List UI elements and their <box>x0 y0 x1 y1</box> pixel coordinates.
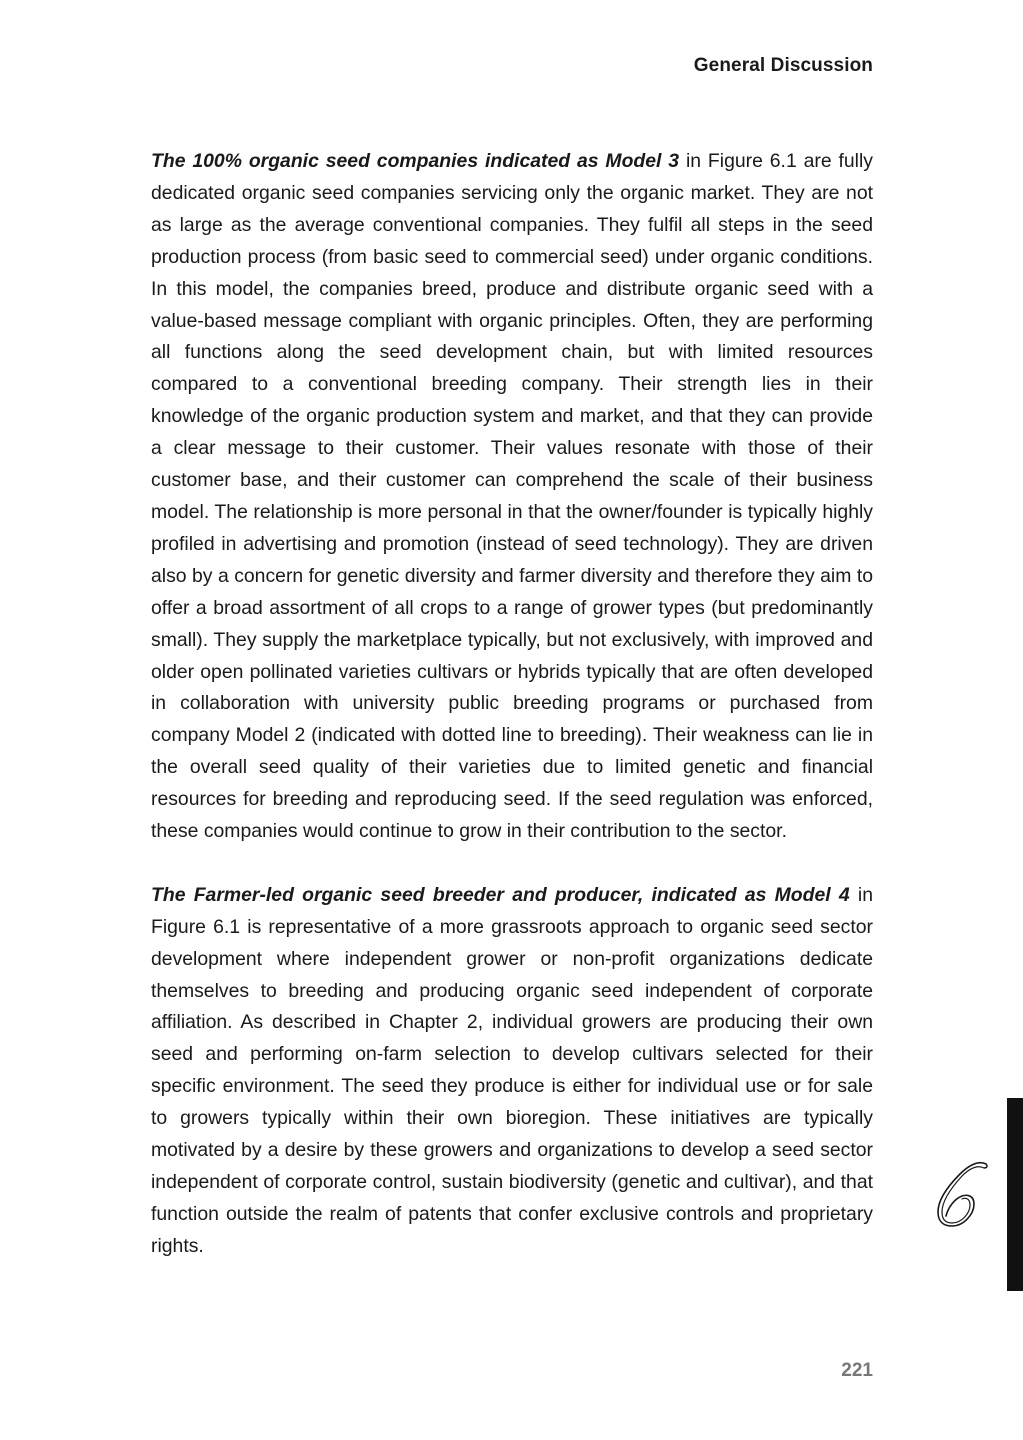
paragraph-lead-model-3: The 100% organic seed companies indicated as Model 3 <box>151 150 680 172</box>
paragraph-model-3 <box>151 146 873 848</box>
chapter-tab-marker <box>1007 1098 1023 1291</box>
running-header: General Discussion <box>693 55 873 76</box>
paragraph-body-model-4: in Figure 6.1 is representative of a more grassroots approach to organic seed sector development where independent grower or non-profit organizations dedicate themselves to breeding and producing organic seed independent of corporate affiliation. As described in Chapter 2, individual growers are producing their own seed and performing on-farm selection to develop cultivars selected for their specific environment. The seed they produce is either for individual use or for sale to growers typically within their own bioregion. These initiatives are typically motivated by a desire by these growers and organizations to develop a seed sector independent of corporate control, sustain biodiversity (genetic and cultivar), and that function outside the realm of patents that confer exclusive controls and proprietary rights. <box>151 883 873 1257</box>
paragraph-lead-model-4: The Farmer-led organic seed breeder and producer, indicated as Model 4 <box>151 883 850 906</box>
paragraph-body-model-3: in Figure 6.1 are fully dedicated organic seed companies servicing only the organic market. They are not as large as the average conventional companies. They fulfil all steps in the seed production process (from basic seed to commercial seed) under organic conditions. In this model, the companies breed, produce and distribute organic seed with a value-based message compliant with organic principles. Often, they are performing all functions along the seed development chain, but with limited resources compared to a conventional breeding company. Their strength lies in their knowledge of the organic production system and market, and that they can provide a clear message to their customer. Their values resonate with those of their customer base, and their customer can comprehend the scale of their business model. The relationship is more personal in that the owner/founder is typically highly profiled in advertising and promotion (instead of seed technology). They are driven also by a concern for genetic diversity and farmer diversity and therefore they aim to offer a broad assortment of all crops to a range of grower types (but predominantly small). They supply the marketplace typically, but not exclusively, with improved and older open pollinated varieties cultivars or hybrids typically that are often developed in collaboration with university public breeding programs or purchased from company Model 2 (indicated with dotted line to breeding). Their weakness can lie in the overall seed quality of their varieties due to limited genetic and financial resources for breeding and reproducing seed. If the seed regulation was enforced, these companies would continue to grow in their contribution to the sector. <box>151 150 873 843</box>
paragraph-model-4 <box>151 880 873 1263</box>
body-text <box>151 146 873 1263</box>
chapter-number-6-outline-icon <box>930 1158 990 1230</box>
page-number: 221 <box>841 1360 873 1381</box>
